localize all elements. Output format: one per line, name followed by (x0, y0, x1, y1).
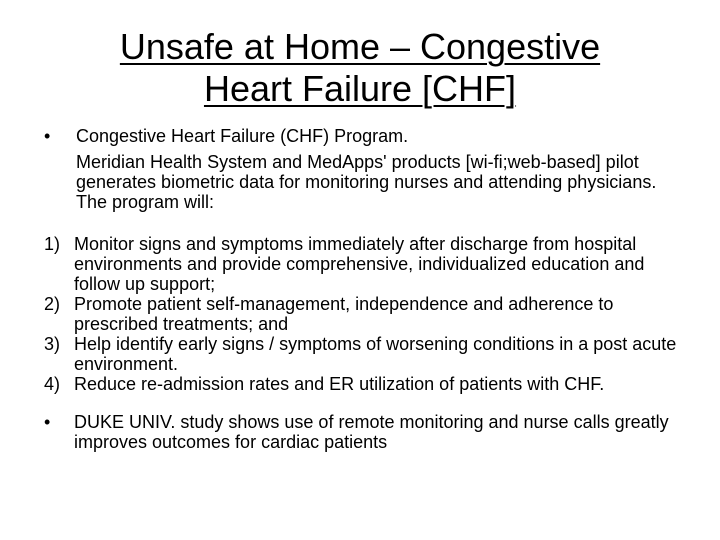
study-bullet-item (44, 412, 684, 452)
goal-item-1 (44, 234, 684, 294)
bullet-icon: • (44, 412, 51, 432)
goal-text-1: Monitor signs and symptoms immediately after discharge from hospital environments and provide comprehensive, individualized education and follow up support; (74, 234, 645, 294)
goal-item-2 (44, 294, 684, 334)
intro-bullet-item (44, 126, 684, 146)
goal-number-1: 1) (44, 234, 61, 254)
slide-title (40, 26, 680, 110)
title-line-2: Heart Failure [CHF] (203, 68, 517, 109)
goal-item-3 (44, 334, 684, 374)
title-line-1: Unsafe at Home – Congestive (119, 26, 601, 67)
goal-text-2: Promote patient self-management, independence and adherence to prescribed treatments; and (74, 294, 614, 334)
intro-heading: Congestive Heart Failure (CHF) Program. (76, 126, 409, 146)
goal-text-3: Help identify early signs / symptoms of worsening conditions in a post acute environment. (74, 334, 677, 374)
slide-body (44, 126, 684, 452)
goal-number-2: 2) (44, 294, 61, 314)
bullet-icon: • (44, 126, 51, 146)
study-text: DUKE UNIV. study shows use of remote monitoring and nurse calls greatly improves outcomes for cardiac patients (74, 412, 669, 452)
goal-item-4 (44, 374, 684, 394)
intro-detail: Meridian Health System and MedApps' products [wi-fi;web-based] pilot generates biometric data for monitoring nurses and attending physicians. The program will: (76, 152, 657, 212)
goal-text-4: Reduce re-admission rates and ER utilization of patients with CHF. (74, 374, 605, 394)
goal-number-4: 4) (44, 374, 61, 394)
goal-number-3: 3) (44, 334, 61, 354)
